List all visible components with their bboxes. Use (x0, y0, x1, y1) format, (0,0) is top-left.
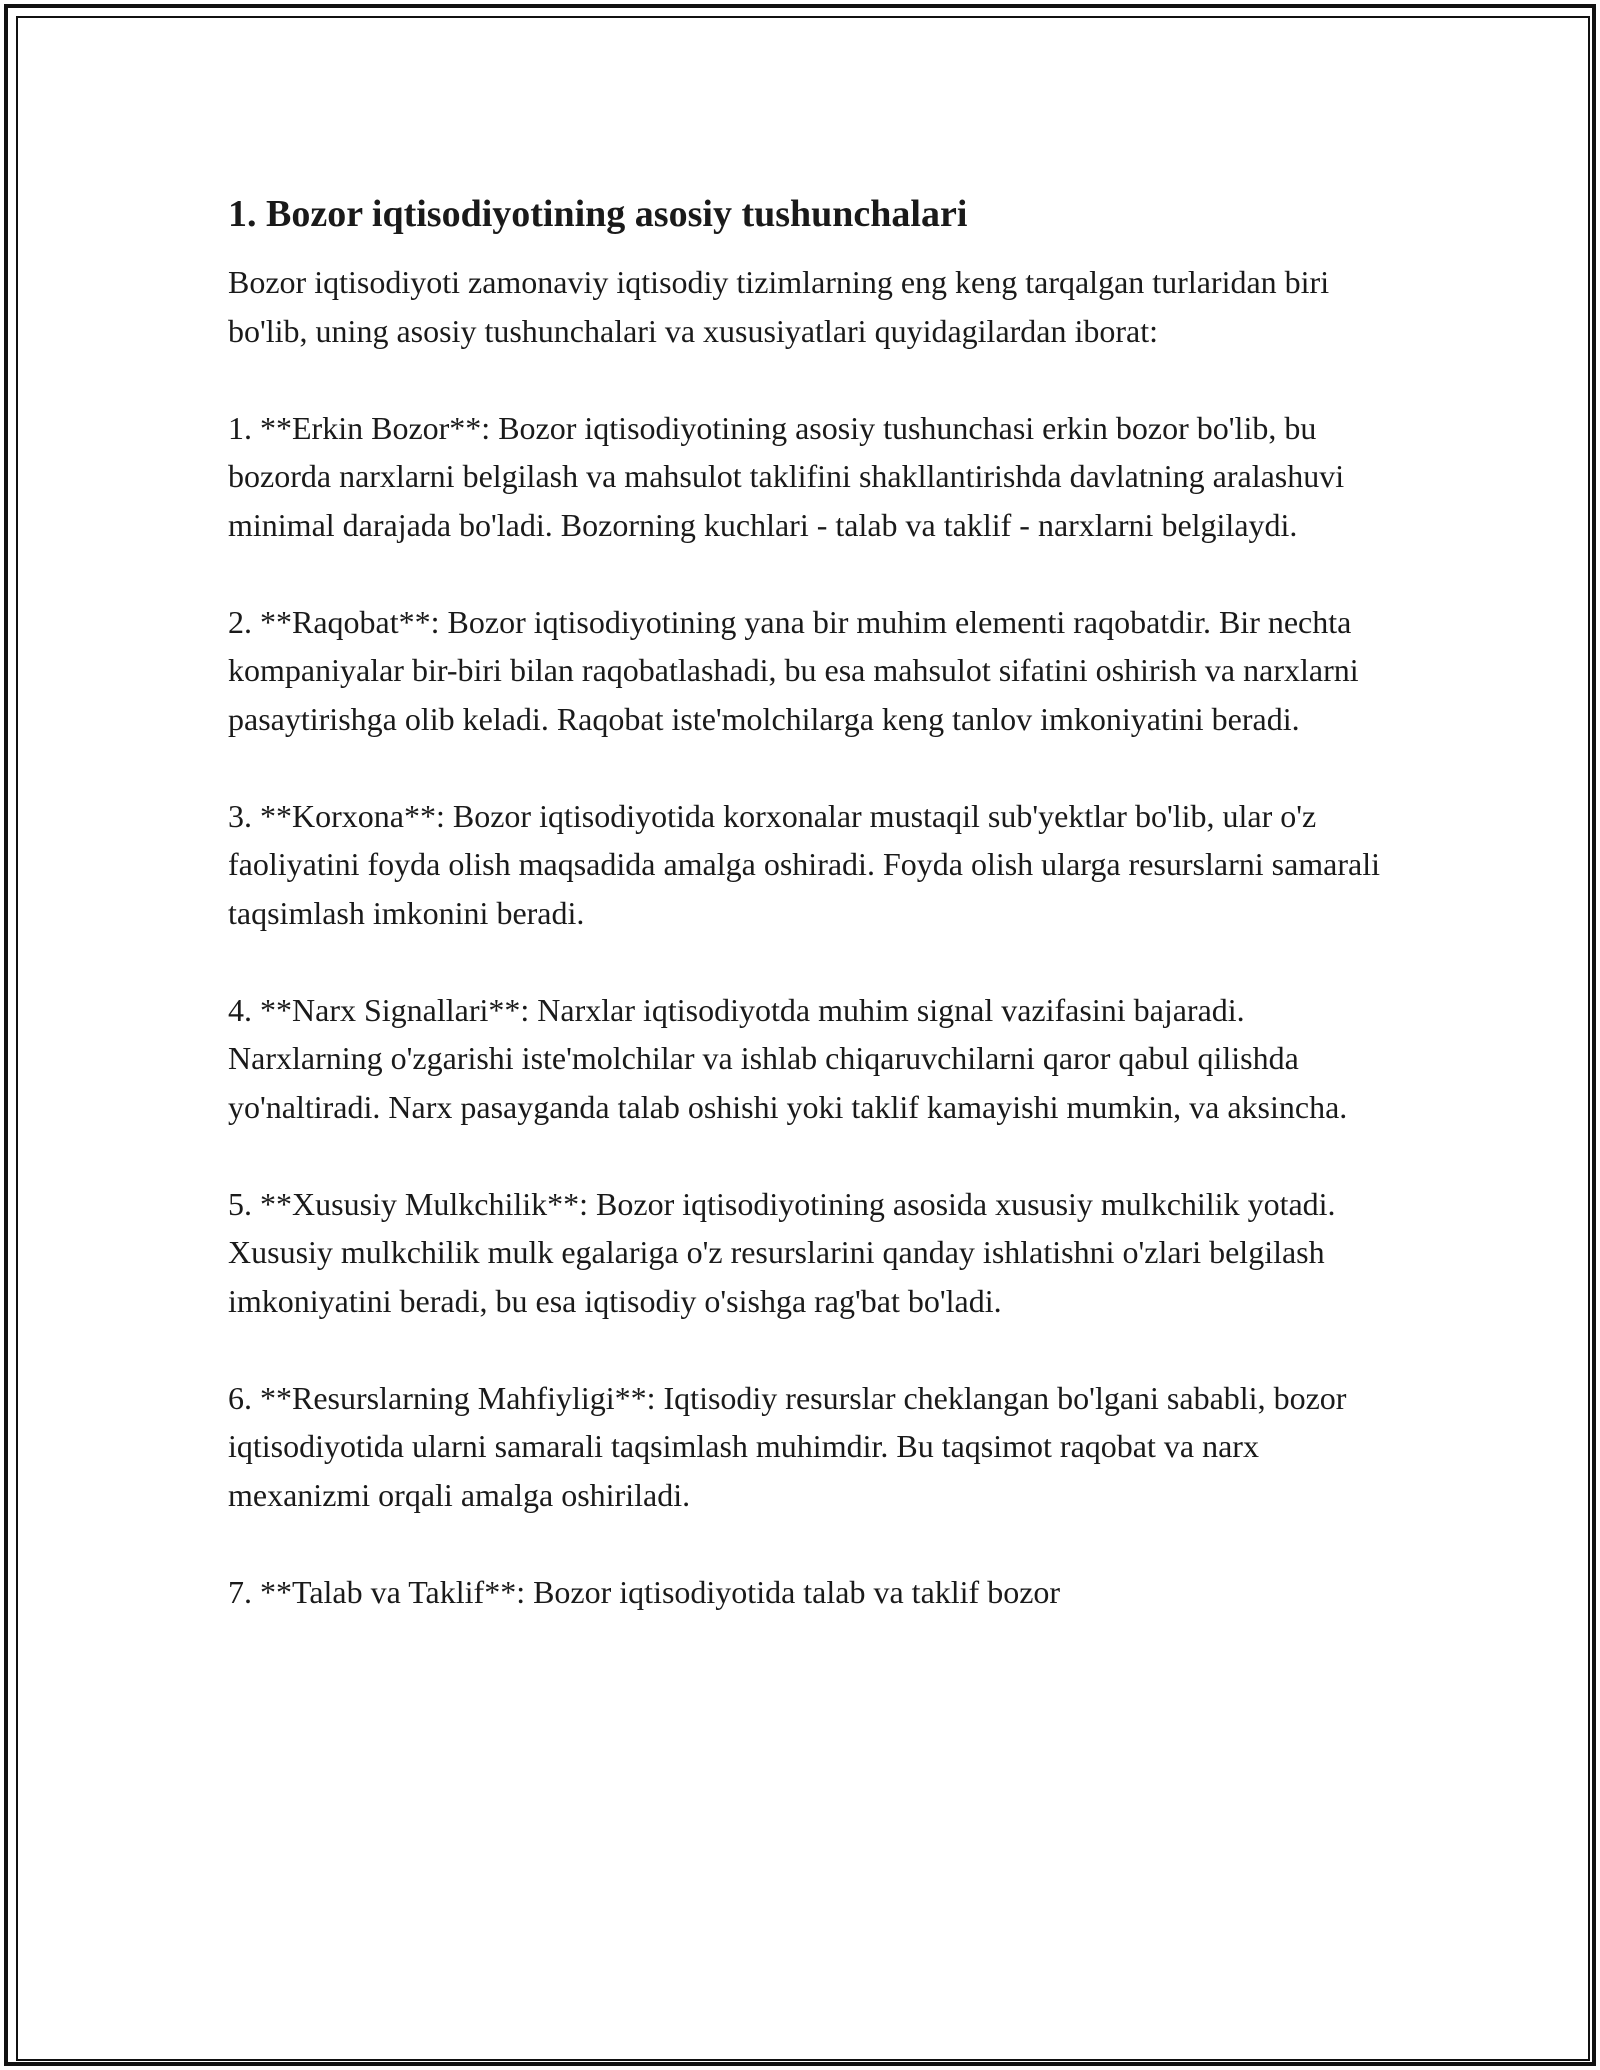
list-item-talab-va-taklif: 7. **Talab va Taklif**: Bozor iqtisodiyotida talab va taklif bozor (228, 1573, 1061, 1610)
section-heading: 1. Bozor iqtisodiyotining asosiy tushunchalari (228, 193, 968, 235)
list-item-raqobat: 2. **Raqobat**: Bozor iqtisodiyotining yana bir muhim elementi raqobatdir. Bir nechta kompaniyalar bir-biri bilan raqobatlashadi, bu esa mahsulot sifatini oshirish va narxlarni pasaytirishga olib keladi. Raqobat iste'molchilarga keng tanlov imkoniyatini beradi. (228, 603, 1359, 737)
list-item-narx-signallari: 4. **Narx Signallari**: Narxlar iqtisodiyotda muhim signal vazifasini bajaradi. Narxlarning o'zgarishi iste'molchilar va ishlab chiqaruvchilarni qaror qabul qilishda yo'naltiradi. Narx pasayganda talab oshishi yoki taklif kamayishi mumkin, va aksincha. (228, 991, 1348, 1125)
list-item-resurslarning-mahfiyligi: 6. **Resurslarning Mahfiyligi**: Iqtisodiy resurslar cheklangan bo'lgani sababli, bozor iqtisodiyotida ularni samarali taqsimlash muhimdir. Bu taqsimot raqobat va narx mexanizmi orqali amalga oshiriladi. (228, 1379, 1347, 1513)
list-item-korxona: 3. **Korxona**: Bozor iqtisodiyotida korxonalar mustaqil sub'yektlar bo'lib, ular o'z faoliyatini foyda olish maqsadida amalga oshiradi. Foyda olish ularga resurslarni samarali taqsimlash imkonini beradi. (228, 797, 1380, 931)
list-item-erkin-bozor: 1. **Erkin Bozor**: Bozor iqtisodiyotining asosiy tushunchasi erkin bozor bo'lib, bu bozorda narxlarni belgilash va mahsulot taklifini shakllantirishda davlatning aralashuvi minimal darajada bo'ladi. Bozorning kuchlari - talab va taklif - narxlarni belgilaydi. (228, 409, 1345, 543)
document-body (228, 188, 1388, 1665)
list-item-xususiy-mulkchilik: 5. **Xususiy Mulkchilik**: Bozor iqtisodiyotining asosida xususiy mulkchilik yotadi. Xususiy mulkchilik mulk egalariga o'z resurslarini qanday ishlatishni o'zlari belgilash imkoniyatini beradi, bu esa iqtisodiy o'sishga rag'bat bo'ladi. (228, 1185, 1336, 1319)
intro-paragraph: Bozor iqtisodiyoti zamonaviy iqtisodiy tizimlarning eng keng tarqalgan turlaridan biri bo'lib, uning asosiy tushunchalari va xususiyatlari quyidagilardan iborat: (228, 264, 1330, 349)
